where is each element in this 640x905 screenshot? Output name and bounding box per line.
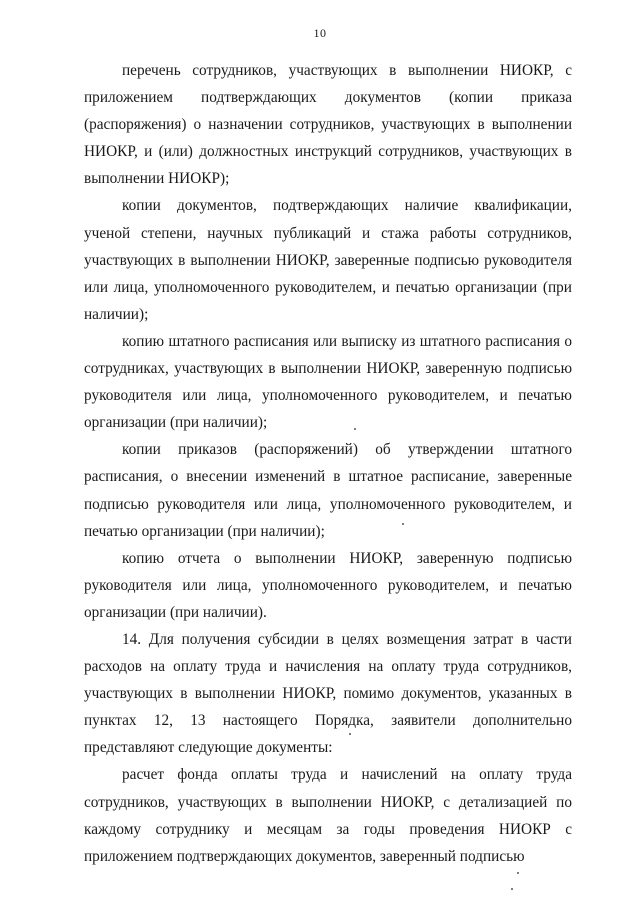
scan-speck — [402, 523, 404, 525]
paragraph-staff-schedule: копию штатного расписания или выписку из штатного расписания о сотрудниках, участвующих в выполнении НИОКР, заверенную подписью руководителя или лица, уполномоченного руководителем, и печатью организации (при наличии); — [84, 332, 572, 432]
paragraph-employee-list: перечень сотрудников, участвующих в выполнении НИОКР, с приложением подтверждающих документов (копии приказа (распоряжения) о назначении сотрудников, участвующих в выполнении НИОКР, и (или) должностных инструкций сотрудников, участвующих в выполнении НИОКР); — [84, 62, 572, 188]
paragraph-payroll-calculation: расчет фонда оплаты труда и начислений на оплату труда сотрудников, участвующих в выполнении НИОКР, с детализацией по каждому сотруднику и месяцам за годы проведения НИОКР с приложением подтверждающих документов, заверенный подписью — [84, 766, 572, 865]
document-body — [84, 57, 572, 870]
paragraph-qualification-docs: копии документов, подтверждающих наличие квалификации, ученой степени, научных публикаций и стажа работы сотрудников, участвующих в выполнении НИОКР, заверенные подписью руководителя или лица, уполномоченного руководителем, и печатью организации (при наличии); — [84, 197, 572, 323]
paragraph-clause-14: 14. Для получения субсидии в целях возмещения затрат в части расходов на оплату труда и начисления на оплату труда сотрудников, участвующих в выполнении НИОКР, помимо документов, указанных в пунктах 12, 13 настоящего Порядка, заявители дополнительно представляют следующие документы: — [84, 630, 572, 757]
scan-speck — [517, 872, 519, 874]
scan-speck — [354, 428, 356, 430]
paragraph-staff-orders: копии приказов (распоряжений) об утверждении штатного расписания, о внесении изменений в штатное расписание, заверенные подписью руководителя или лица, уполномоченного руководителем, и печатью организации (при наличии); — [84, 441, 572, 540]
paragraph-report-copy: копию отчета о выполнении НИОКР, заверенную подписью руководителя или лица, уполномоченного руководителем, и печатью организации (при наличии). — [84, 549, 572, 621]
scan-speck — [511, 888, 513, 890]
page-number: 10 — [313, 26, 327, 40]
scan-speck — [349, 733, 351, 735]
